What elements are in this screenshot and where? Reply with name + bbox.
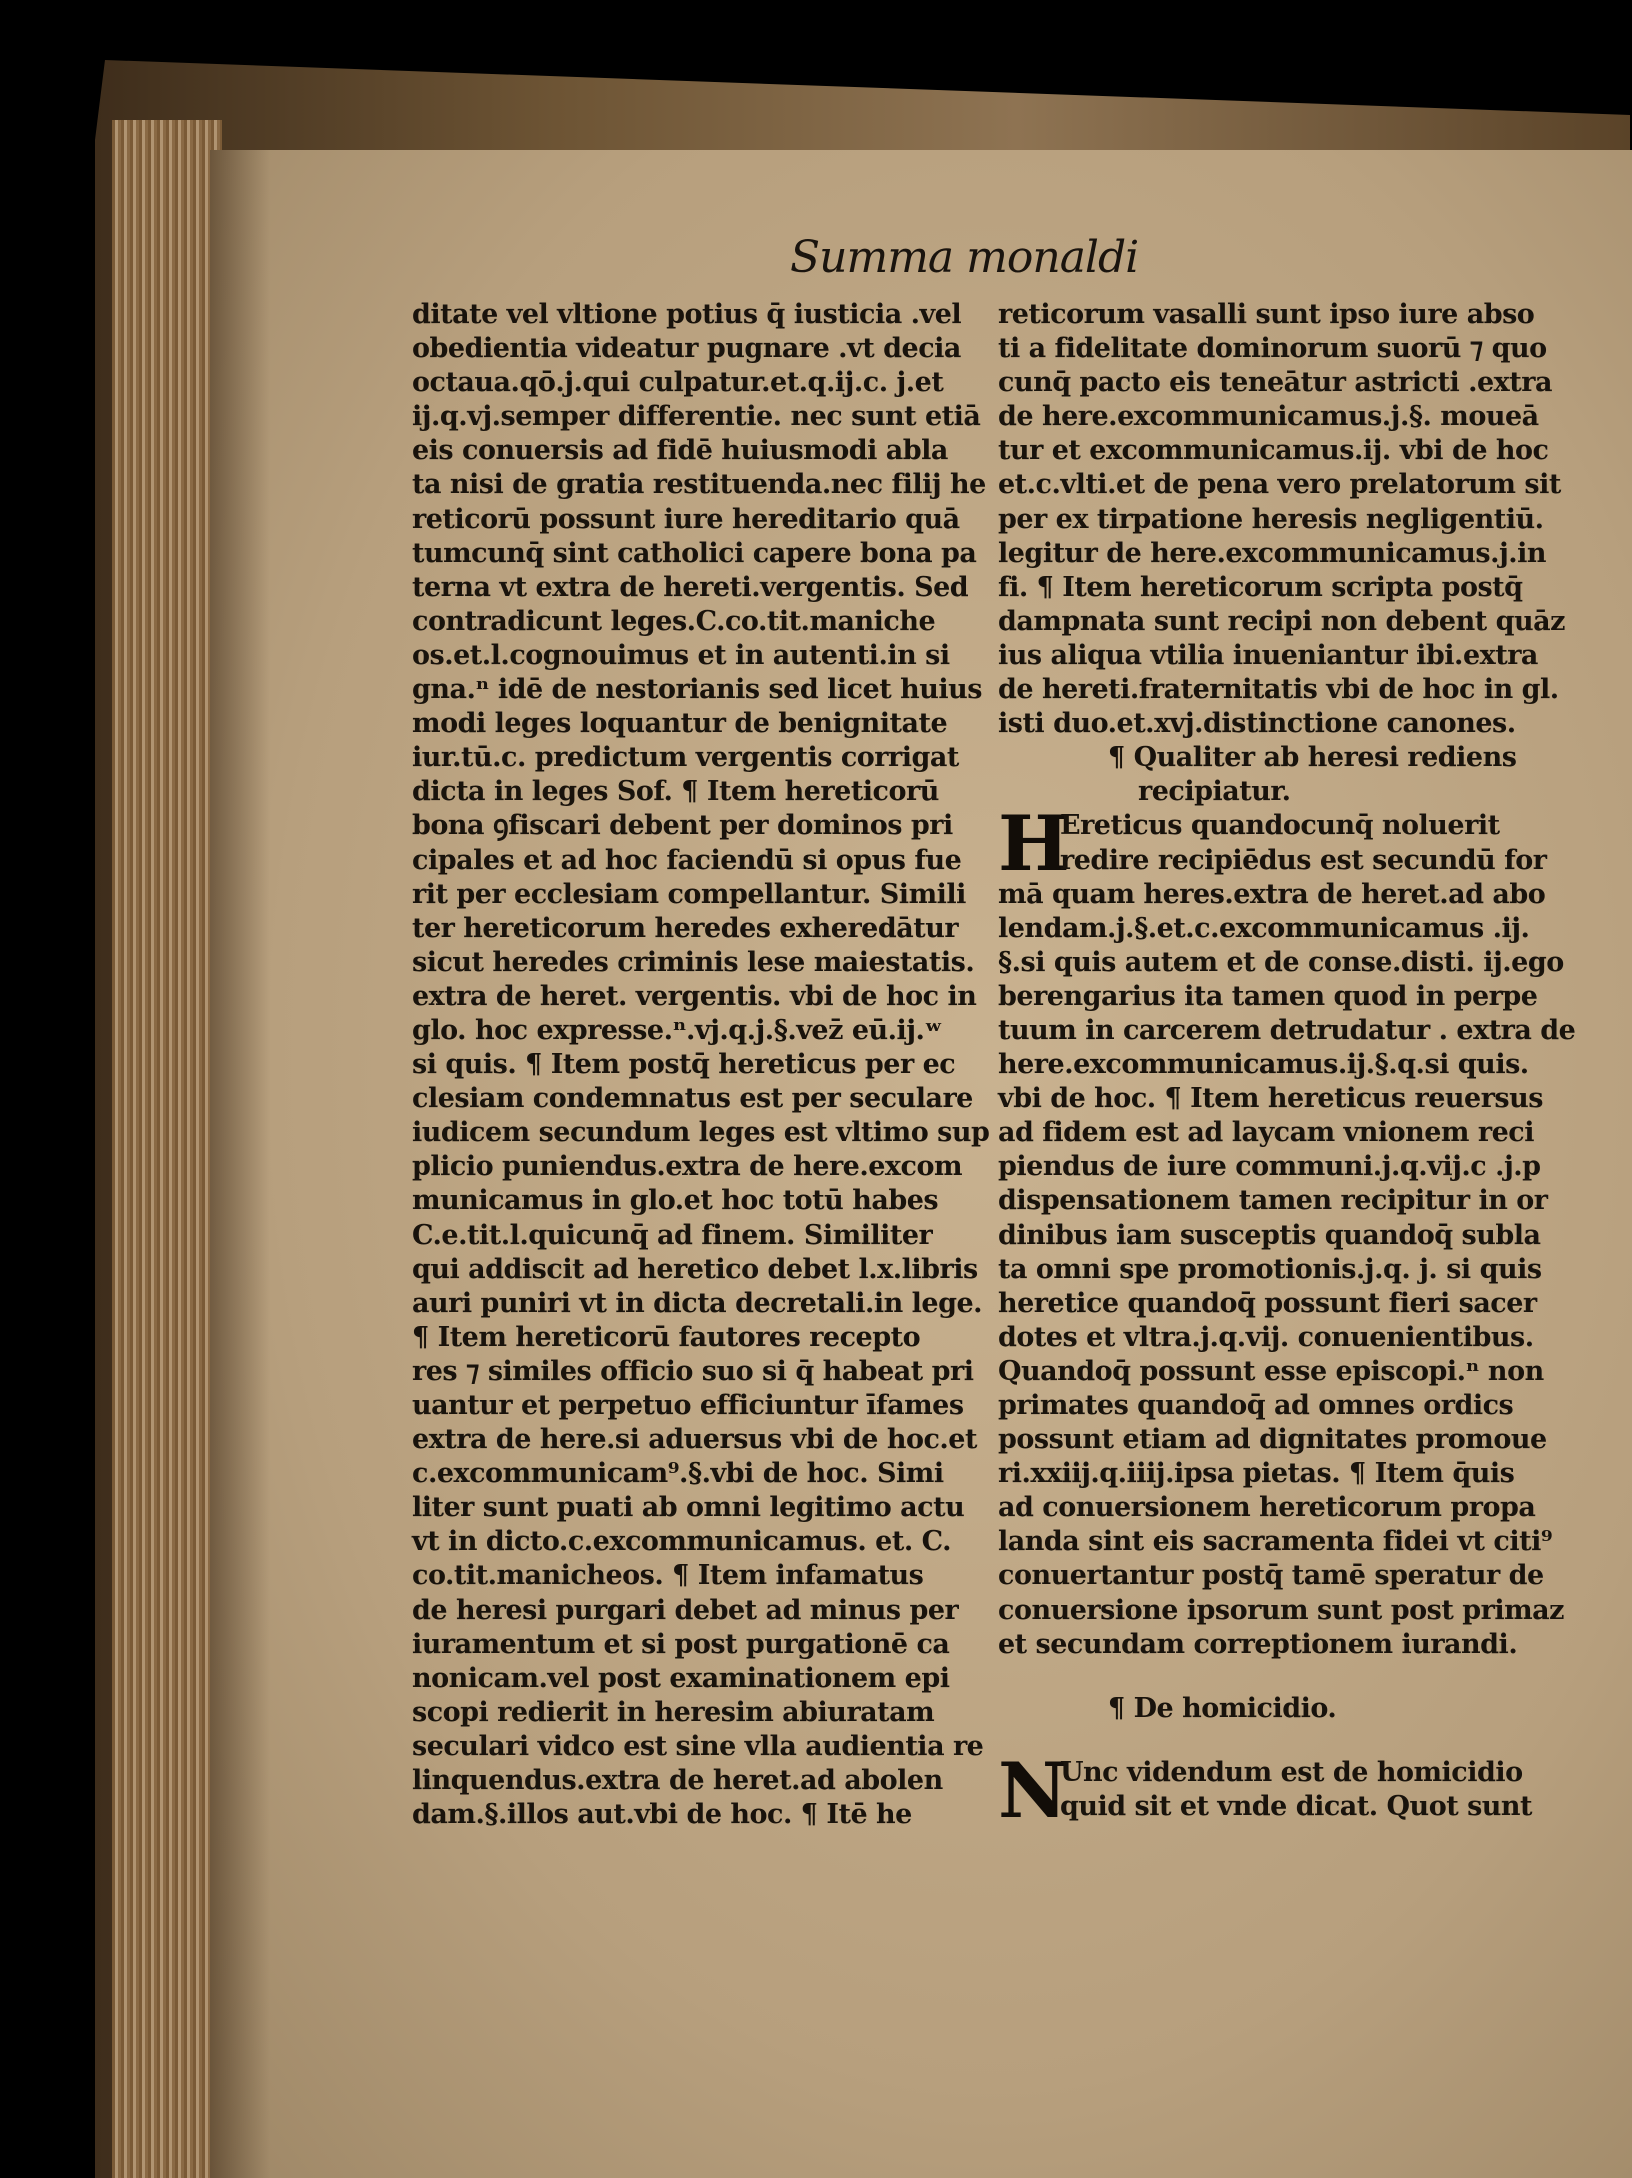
text-line: bona ꝯfiscari debent per dominos pri bbox=[412, 810, 953, 842]
text-line: ditate vel vltione potius q̄ iusticia .vel bbox=[412, 299, 962, 330]
right-text-column bbox=[998, 298, 1576, 1835]
text-line: et.c.vlti.et de pena vero prelatorum sit bbox=[998, 469, 1561, 501]
text-line: c.excommunicam⁹.§.vbi de hoc. Simi bbox=[412, 1458, 944, 1490]
text-line: sicut heredes criminis lese maiestatis. bbox=[412, 946, 975, 978]
section-heading-qualiter: ¶ Qualiter ab heresi rediens bbox=[1108, 742, 1517, 774]
right-block-3 bbox=[998, 1745, 1573, 1835]
text-line: contradicunt leges.C.co.tit.maniche bbox=[412, 605, 936, 637]
text-line: gna.ⁿ idē de nestorianis sed licet huius bbox=[412, 674, 982, 706]
text-line: lendam.j.§.et.c.excommunicamus .ij. bbox=[998, 912, 1530, 944]
right-block-2 bbox=[998, 799, 1576, 1661]
text-line: landa sint eis sacramenta fidei vt citi⁹ bbox=[998, 1526, 1553, 1558]
text-line: eis conuersis ad fidē huiusmodi abla bbox=[412, 435, 948, 467]
text-line: rit per ecclesiam compellantur. Simili bbox=[412, 878, 966, 910]
text-line: ri.xxiij.q.iiij.ipsa pietas. ¶ Item q̄uis bbox=[998, 1458, 1515, 1490]
text-line: conuertantur postq̄ tamē speratur de bbox=[998, 1560, 1544, 1592]
text-line: tuum in carcerem detrudatur . extra de bbox=[998, 1014, 1576, 1046]
text-line: qui addiscit ad heretico debet l.x.libris bbox=[412, 1253, 978, 1285]
text-line: clesiam condemnatus est per seculare bbox=[412, 1083, 973, 1115]
text-line: tur et excommunicamus.ij. vbi de hoc bbox=[998, 435, 1549, 467]
text-line: ta omni spe promotionis.j.q. j. si quis bbox=[998, 1253, 1542, 1285]
text-line: per ex tirpatione heresis negligentiū. bbox=[998, 503, 1544, 535]
dropcap-h: H bbox=[998, 799, 1070, 889]
section-heading-qualiter-cont: recipiatur. bbox=[1138, 776, 1291, 808]
text-line: octaua.qō.j.qui culpatur.et.q.ij.c. j.et bbox=[412, 367, 944, 399]
text-line: quid sit et vnde dicat. Quot sunt bbox=[1060, 1790, 1533, 1822]
text-line: uantur et perpetuo efficiuntur īfames bbox=[412, 1390, 964, 1421]
text-line: vbi de hoc. ¶ Item hereticus reuersus bbox=[998, 1083, 1543, 1115]
text-line: iudicem secundum leges est vltimo sup bbox=[412, 1117, 990, 1149]
text-line: isti duo.et.xvj.distinctione canones. bbox=[998, 708, 1516, 740]
text-line: de hereti.fraternitatis vbi de hoc in gl. bbox=[998, 674, 1559, 706]
text-line: terna vt extra de hereti.vergentis. Sed bbox=[412, 571, 969, 603]
right-block-1 bbox=[998, 298, 1573, 741]
text-line: piendus de iure communi.j.q.vij.c .j.p bbox=[998, 1151, 1541, 1183]
text-line: dispensationem tamen recipitur in or bbox=[998, 1185, 1548, 1217]
text-line: co.tit.manicheos. ¶ Item infamatus bbox=[412, 1560, 924, 1592]
section-gap bbox=[998, 1662, 1573, 1692]
text-line: conuersione ipsorum sunt post primaz bbox=[998, 1594, 1565, 1626]
text-line: Quandoq̄ possunt esse episcopi.ⁿ non bbox=[998, 1355, 1544, 1387]
dropcap-n: N bbox=[998, 1745, 1067, 1835]
text-line: heretice quandoq̄ possunt fieri sacer bbox=[998, 1287, 1537, 1319]
text-line: de here.excommunicamus.j.§. moueā bbox=[998, 401, 1539, 433]
text-line: iur.tū.c. predictum vergentis corrigat bbox=[412, 742, 959, 774]
text-line: linquendus.extra de heret.ad abolen bbox=[412, 1765, 943, 1797]
left-text-column bbox=[412, 298, 990, 1832]
text-line: ¶ Item hereticorū fautores recepto bbox=[412, 1321, 921, 1353]
text-line: dam.§.illos aut.vbi de hoc. ¶ Itē he bbox=[412, 1799, 912, 1831]
text-line: dotes et vltra.j.q.vij. conuenientibus. bbox=[998, 1321, 1534, 1353]
text-line: mā quam heres.extra de heret.ad abo bbox=[998, 878, 1546, 910]
text-line: municamus in glo.et hoc totū habes bbox=[412, 1185, 939, 1217]
text-line: res ⁊ similes officio suo si q̄ habeat pri bbox=[412, 1355, 974, 1387]
text-line: cipales et ad hoc faciendū si opus fue bbox=[412, 844, 962, 876]
text-line: dinibus iam susceptis quandoq̄ subla bbox=[998, 1219, 1541, 1251]
text-line: Ereticus quandocunq̄ noluerit bbox=[1060, 810, 1500, 842]
text-line: nonicam.vel post examinationem epi bbox=[412, 1662, 950, 1694]
text-line: plicio puniendus.extra de here.excom bbox=[412, 1151, 963, 1183]
page-stack-edge bbox=[112, 120, 222, 2178]
text-line: redire recipiēdus est secundū for bbox=[1060, 844, 1547, 876]
text-line: primates quandoq̄ ad omnes ordics bbox=[998, 1390, 1514, 1421]
text-line: os.et.l.cognouimus et in autenti.in si bbox=[412, 639, 950, 671]
text-line: scopi redierit in heresim abiuratam bbox=[412, 1696, 935, 1728]
text-line: ad conuersionem hereticorum propa bbox=[998, 1492, 1536, 1524]
text-line: fi. ¶ Item hereticorum scripta postq̄ bbox=[998, 571, 1523, 603]
text-line: reticorū possunt iure hereditario quā bbox=[412, 503, 960, 535]
text-line: dicta in leges Sof. ¶ Item hereticorū bbox=[412, 776, 939, 808]
text-line: §.si quis autem et de conse.disti. ij.ego bbox=[998, 946, 1564, 978]
text-line: liter sunt puati ab omni legitimo actu bbox=[412, 1492, 965, 1524]
text-line: ad fidem est ad laycam vnionem reci bbox=[998, 1117, 1534, 1149]
text-line: obedientia videatur pugnare .vt decia bbox=[412, 333, 961, 365]
text-line: reticorum vasalli sunt ipso iure abso bbox=[998, 299, 1535, 330]
text-line: de heresi purgari debet ad minus per bbox=[412, 1594, 959, 1626]
text-line: glo. hoc expresse.ⁿ.vj.q.j.§.vez̄ eū.ij.ʷ bbox=[412, 1014, 942, 1046]
text-line: et secundam correptionem iurandi. bbox=[998, 1628, 1518, 1660]
text-line: seculari vidco est sine vlla audientia re bbox=[412, 1730, 984, 1762]
text-line: tumcunq̄ sint catholici capere bona pa bbox=[412, 537, 977, 569]
section-heading-homicidio: ¶ De homicidio. bbox=[1108, 1692, 1337, 1724]
text-line: here.excommunicamus.ij.§.q.si quis. bbox=[998, 1049, 1529, 1081]
section-gap bbox=[998, 1726, 1573, 1756]
text-line: ter hereticorum heredes exheredātur bbox=[412, 912, 959, 944]
text-line: extra de here.si aduersus vbi de hoc.et bbox=[412, 1424, 977, 1456]
running-title: Summa monaldi bbox=[790, 232, 1139, 283]
text-line: vt in dicto.c.excommunicamus. et. C. bbox=[412, 1526, 952, 1558]
text-line: ius aliqua vtilia inueniantur ibi.extra bbox=[998, 639, 1538, 671]
text-line: berengarius ita tamen quod in perpe bbox=[998, 980, 1538, 1012]
text-line: extra de heret. vergentis. vbi de hoc in bbox=[412, 980, 977, 1012]
text-line: si quis. ¶ Item postq̄ hereticus per ec bbox=[412, 1049, 956, 1081]
text-line: ti a fidelitate dominorum suorū ⁊ quo bbox=[998, 333, 1547, 365]
text-line: C.e.tit.l.quicunq̄ ad finem. Similiter bbox=[412, 1219, 933, 1251]
text-line: possunt etiam ad dignitates promoue bbox=[998, 1424, 1547, 1456]
text-line: dampnata sunt recipi non debent quāz bbox=[998, 605, 1565, 637]
text-line: legitur de here.excommunicamus.j.in bbox=[998, 537, 1547, 569]
text-line: ij.q.vj.semper differentie. nec sunt etiā bbox=[412, 401, 981, 433]
text-line: ta nisi de gratia restituenda.nec filij he bbox=[412, 469, 986, 501]
text-line: cunq̄ pacto eis teneātur astricti .extra bbox=[998, 367, 1552, 399]
text-line: modi leges loquantur de benignitate bbox=[412, 708, 948, 740]
text-line: Unc videndum est de homicidio bbox=[1060, 1756, 1523, 1788]
text-line: auri puniri vt in dicta decretali.in lege. bbox=[412, 1287, 983, 1319]
text-line: iuramentum et si post purgationē ca bbox=[412, 1628, 950, 1660]
